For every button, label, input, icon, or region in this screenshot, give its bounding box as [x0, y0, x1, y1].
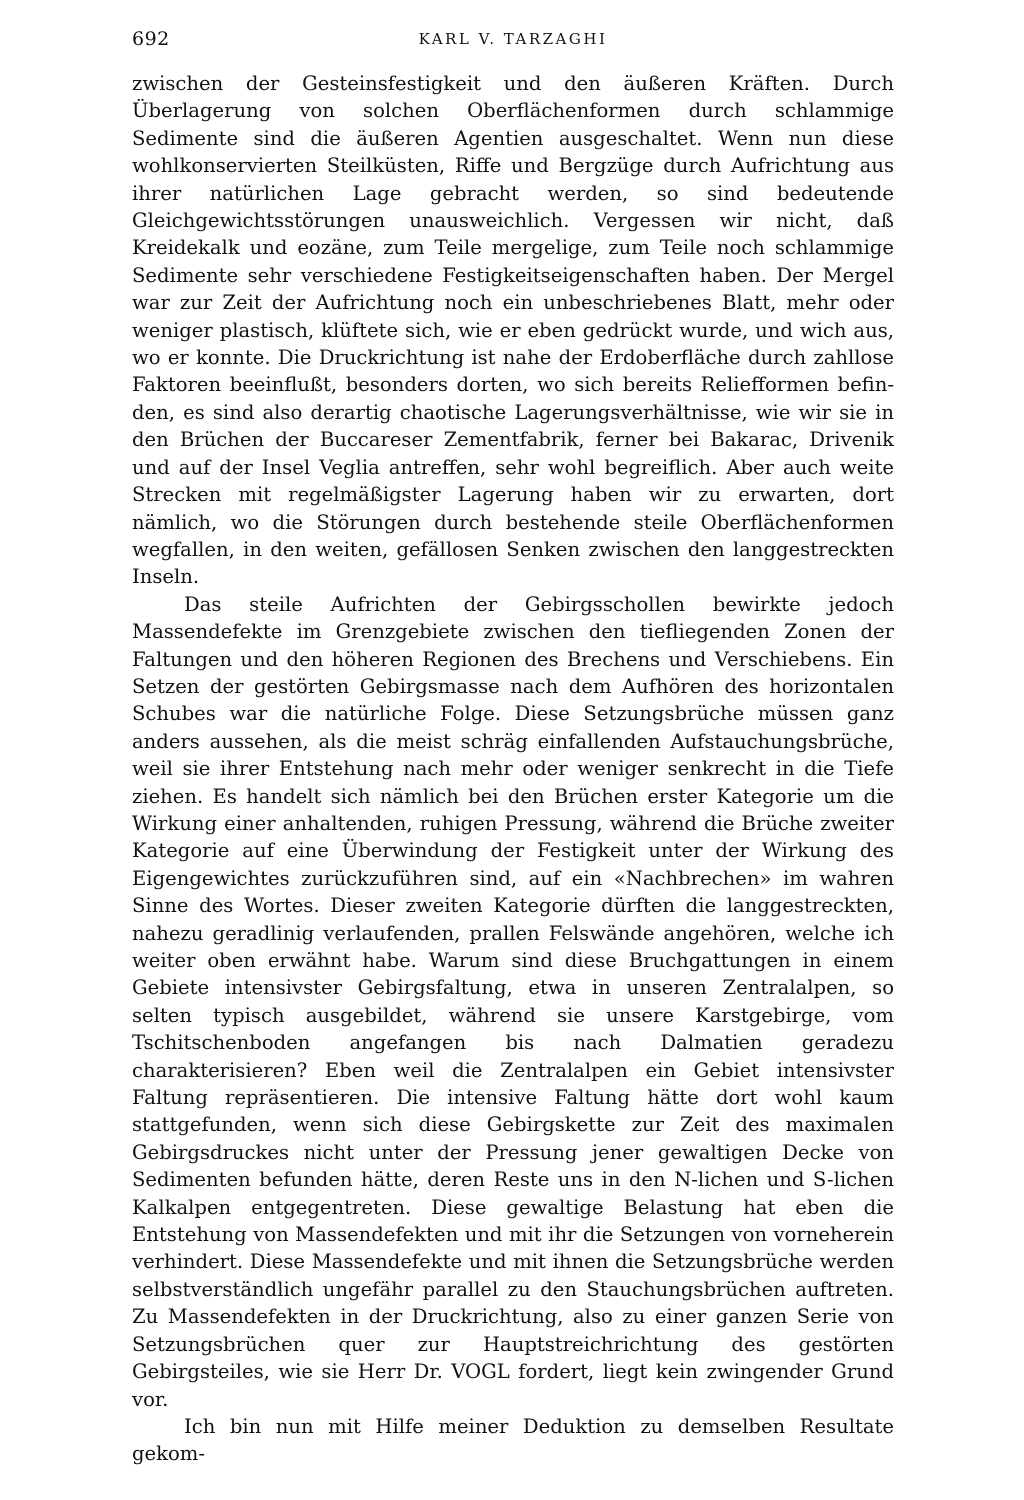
- page-number: 692: [132, 28, 170, 50]
- paragraph-continuation: zwischen der Gesteinsfestigkeit und den äußeren Kräften. Durch Überlagerung von solchen Oberflächenformen durch schlammige Sedimente sind die äußeren Agentien ausgeschaltet. Wenn nun diese wohlkonservierten Steilküsten, Riffe und Bergzüge durch Aufrichtung aus ihrer natürlichen Lage gebracht werden, so sind bedeutende Gleichgewichtsstörungen unausweichlich. Vergessen wir nicht, daß Kreidekalk und eozäne, zum Teile mergelige, zum Teile noch schlammige Sedimente sehr verschiedene Festigkeitseigenschaften haben. Der Mergel war zur Zeit der Aufrichtung noch ein unbeschriebenes Blatt, mehr oder weniger plastisch, klüftete sich, wie er eben gedrückt wurde, und wich aus, wo er konnte. Die Druckrichtung ist nahe der Erdoberfläche durch zahllose Faktoren beeinflußt, besonders dorten, wo sich bereits Reliefformen befinden, es sind also derartig chaotische Lagerungsverhältnisse, wie wir sie in den Brüchen der Buccareser Zementfabrik, ferner bei Bakarac, Drivenik und auf der Insel Veglia antreffen, sehr wohl begreiflich. Aber auch weite Strecken mit regelmäßigster Lagerung haben wir zu erwarten, dort nämlich, wo die Störungen durch bestehende steile Oberflächenformen wegfallen, in den weiten, gefällosen Senken zwischen den langgestreckten Inseln.: [132, 72, 894, 589]
- paragraph-setzungsbrueche: Das steile Aufrichten der Gebirgsschollen bewirkte jedoch Massendefekte im Grenzgebiete zwischen den tiefliegenden Zonen der Faltungen und den höheren Regionen des Brechens und Verschiebens. Ein Setzen der gestörten Gebirgsmasse nach dem Aufhören des horizontalen Schubes war die natürliche Folge. Diese Setzungsbrüche müssen ganz anders aussehen, als die meist schräg einfallenden Aufstauchungsbrüche, weil sie ihrer Entstehung nach mehr oder weniger senkrecht in die Tiefe ziehen. Es handelt sich nämlich bei den Brüchen erster Kategorie um die Wirkung einer anhaltenden, ruhigen Pressung, während die Brüche zweiter Kategorie auf eine Überwindung der Festigkeit unter der Wirkung des Eigengewichtes zurückzuführen sind, auf ein «Nachbrechen» im wahren Sinne des Wortes. Dieser zweiten Kategorie dürften die langgestreckten, nahezu geradlinig verlaufenden, prallen Felswände angehören, welche ich weiter oben erwähnt habe. Warum sind diese Bruchgattungen in einem Gebiete intensivster Gebirgsfaltung, etwa in unseren Zentralalpen, so selten typisch ausgebildet, während sie unsere Karstgebirge, vom Tschitschenboden angefangen bis nach Dalmatien geradezu charakterisieren? Eben weil die Zentralalpen ein Gebiet intensivster Faltung repräsentieren. Die intensive Faltung hätte dort wohl kaum stattgefunden, wenn sich diese Gebirgskette zur Zeit des maximalen Gebirgsdruckes nicht unter der Pressung jener gewaltigen Decke von Sedimenten befunden hätte, deren Reste uns in den N-lichen und S-lichen Kalkalpen entgegentreten. Diese gewaltige Belastung hat eben die Entstehung von Massendefekten und mit ihr die Setzungen von vorneherein verhindert. Diese Massendefekte und mit ihnen die Setzungsbrüche werden selbstverständlich ungefähr parallel zu den Stauchungsbrüchen auftreten. Zu Massendefekten in der Druckrichtung, also zu einer ganzen Serie von Setzungsbrüchen quer zur Hauptstreichrichtung des gestörten Gebirgsteiles, wie sie Herr Dr. VOGL fordert, liegt kein zwingender Grund vor.: [132, 592, 894, 1411]
- running-head: [132, 28, 894, 56]
- body-text: [132, 70, 894, 1468]
- paragraph-deduktion: Ich bin nun mit Hilfe meiner Deduktion zu demselben Resultate gekom-: [132, 1414, 894, 1466]
- running-title: KARL V. TARZAGHI: [418, 30, 608, 48]
